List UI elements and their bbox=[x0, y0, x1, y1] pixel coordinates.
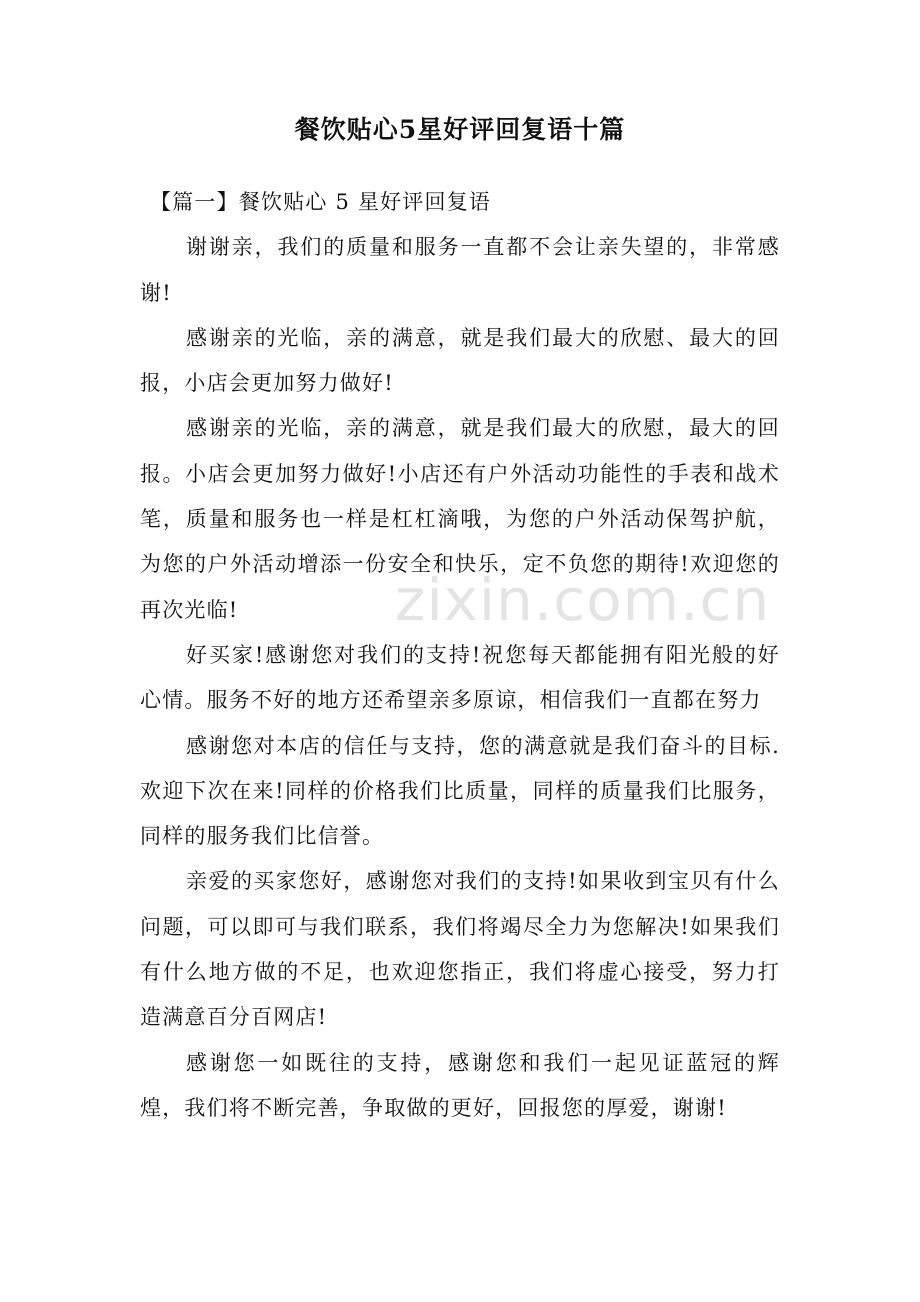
section-heading: 【篇一】餐饮贴心 5 星好评回复语 bbox=[150, 190, 492, 214]
paragraph-3: 感谢亲的光临，亲的满意，就是我们最大的欣慰，最大的回报。小店会更加努力做好!小店还有户外活动功能性的手表和战术笔，质量和服务也一样是杠杠滴哦，为您的户外活动保驾护航，为您的户外活动增添一份安全和快乐，定不负您的期待!欢迎您的再次光临! bbox=[140, 416, 780, 622]
paragraph-7: 感谢您一如既往的支持，感谢您和我们一起见证蓝冠的辉煌，我们将不断完善，争取做的更好，回报您的厚爱，谢谢! bbox=[140, 1050, 780, 1120]
document-body bbox=[140, 180, 780, 1131]
paragraph-1: 谢谢亲，我们的质量和服务一直都不会让亲失望的，非常感谢! bbox=[140, 235, 780, 305]
paragraph-6: 亲爱的买家您好，感谢您对我们的支持!如果收到宝贝有什么问题，可以即可与我们联系，我们将竭尽全力为您解决!如果我们有什么地方做的不足，也欢迎您指正，我们将虚心接受，努力打造满意百分百网店! bbox=[140, 869, 780, 1030]
document-title: 餐饮贴心5星好评回复语十篇 bbox=[294, 115, 626, 144]
watermark: zixin.com.cn bbox=[395, 566, 771, 634]
paragraph-2: 感谢亲的光临，亲的满意，就是我们最大的欣慰、最大的回报，小店会更加努力做好! bbox=[140, 325, 780, 396]
paragraph-4: 好买家!感谢您对我们的支持!祝您每天都能拥有阳光般的好心情。服务不好的地方还希望亲多原谅，相信我们一直都在努力 bbox=[140, 642, 780, 713]
paragraph-5: 感谢您对本店的信任与支持，您的满意就是我们奋斗的目标.欢迎下次在来!同样的价格我们比质量，同样的质量我们比服务，同样的服务我们比信誉。 bbox=[140, 733, 780, 849]
